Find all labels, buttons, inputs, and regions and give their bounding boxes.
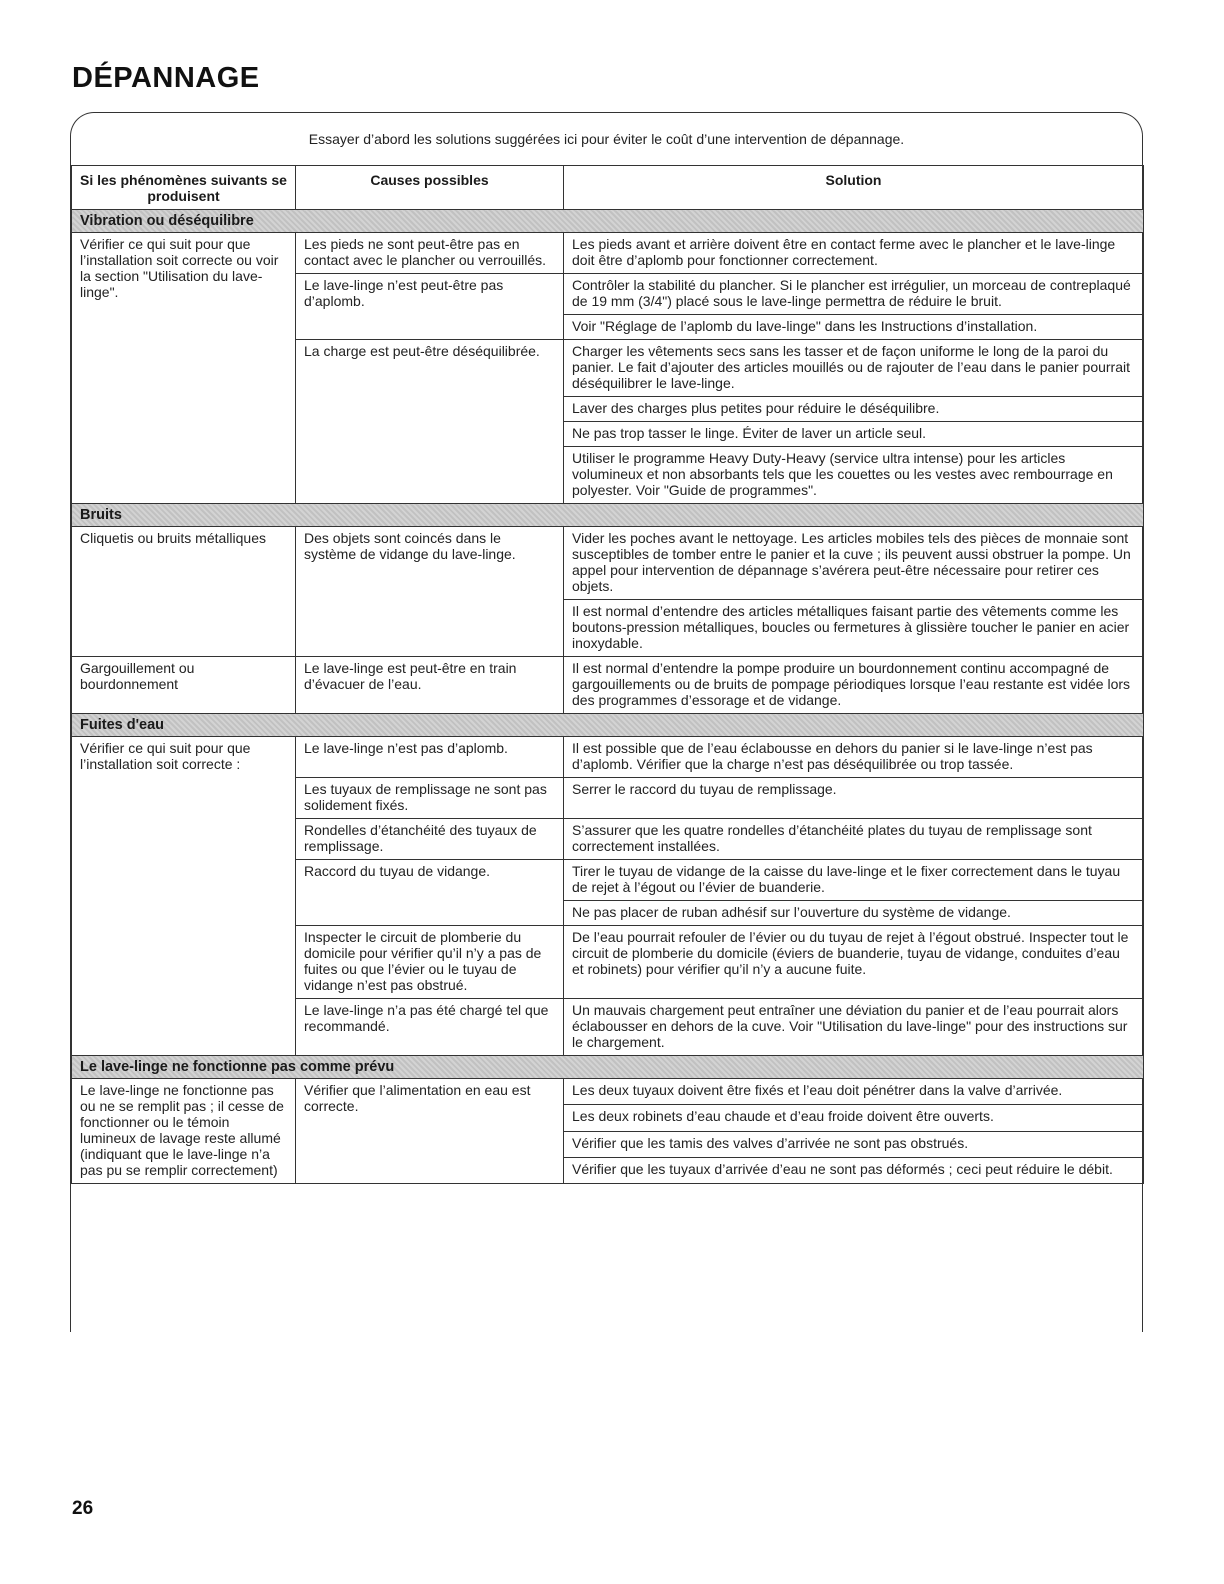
solution-cell: Laver des charges plus petites pour réduire le déséquilibre. (564, 397, 1144, 422)
table-row (72, 1079, 1144, 1105)
intro-text: Essayer d’abord les solutions suggérées ici pour éviter le coût d’une intervention de dépannage. (308, 131, 905, 147)
symptom-cell: Vérifier ce qui suit pour que l’installation soit correcte ou voir la section "Utilisation du lave-linge". (72, 233, 296, 504)
section-title: Vibration ou déséquilibre (72, 210, 1144, 233)
solution-cell: Les deux robinets d’eau chaude et d’eau froide doivent être ouverts. (564, 1105, 1144, 1131)
cause-cell: Les tuyaux de remplissage ne sont pas solidement fixés. (296, 778, 564, 819)
solution-cell: S’assurer que les quatre rondelles d’étanchéité plates du tuyau de remplissage sont correctement installées. (564, 819, 1144, 860)
solution-cell: Les pieds avant et arrière doivent être en contact ferme avec le plancher et le lave-linge doit être d’aplomb pour fonctionner correctement. (564, 233, 1144, 274)
cause-cell: Raccord du tuyau de vidange. (296, 860, 564, 926)
cause-cell: Rondelles d’étanchéité des tuyaux de remplissage. (296, 819, 564, 860)
solution-cell: Charger les vêtements secs sans les tasser et de façon uniforme le long de la paroi du panier. Le fait d’ajouter des articles mouillés ou de rajouter de l’eau dans le panier pourrait déséquilibrer le lave-linge. (564, 340, 1144, 397)
cause-cell: Le lave-linge est peut-être en train d’évacuer de l’eau. (296, 657, 564, 714)
symptom-cell: Cliquetis ou bruits métalliques (72, 527, 296, 657)
solution-cell: Il est normal d’entendre la pompe produire un bourdonnement continu accompagné de gargouillements ou de bruits de pompage périodiques lorsque l’eau restante est vidée lors des programmes d’essorage et de vidange. (564, 657, 1144, 714)
cause-cell: Le lave-linge n’est pas d’aplomb. (296, 737, 564, 778)
cause-cell: Inspecter le circuit de plomberie du domicile pour vérifier qu’il n’y a pas de fuites ou que l’évier ou le tuyau de vidange n’est pas obstrué. (296, 926, 564, 999)
section-header-row (72, 714, 1144, 737)
page-number: 26 (72, 1498, 94, 1519)
section-title: Le lave-linge ne fonctionne pas comme prévu (72, 1056, 1144, 1079)
solution-cell: Tirer le tuyau de vidange de la caisse du lave-linge et le fixer correctement dans le tuyau de rejet à l’égout ou l’évier de buanderie. (564, 860, 1144, 901)
table-row (72, 527, 1144, 600)
solution-cell: Contrôler la stabilité du plancher. Si le plancher est irrégulier, un morceau de contreplaqué de 19 mm (3/4") placé sous le lave-linge permettra de réduire le bruit. (564, 274, 1144, 315)
cause-cell: La charge est peut-être déséquilibrée. (296, 340, 564, 504)
troubleshooting-table (71, 165, 1144, 1184)
solution-cell: Serrer le raccord du tuyau de remplissage. (564, 778, 1144, 819)
section-title: Bruits (72, 504, 1144, 527)
table-header-row (72, 166, 1144, 210)
solution-cell: Un mauvais chargement peut entraîner une déviation du panier et de l’eau pourrait alors éclabousser en dehors de la cuve. Voir "Utilisation du lave-linge" pour des instructions sur le chargement. (564, 999, 1144, 1056)
symptom-cell: Gargouillement ou bourdonnement (72, 657, 296, 714)
solution-cell: Ne pas trop tasser le linge. Éviter de laver un article seul. (564, 422, 1144, 447)
solution-cell: Vérifier que les tamis des valves d’arrivée ne sont pas obstrués. (564, 1131, 1144, 1157)
solution-cell: Les deux tuyaux doivent être fixés et l’eau doit pénétrer dans la valve d’arrivée. (564, 1079, 1144, 1105)
section-title: Fuites d'eau (72, 714, 1144, 737)
column-header-symptoms: Si les phénomènes suivants se produisent (72, 166, 296, 210)
section-header-row (72, 1056, 1144, 1079)
cause-cell: Des objets sont coincés dans le système de vidange du lave-linge. (296, 527, 564, 657)
cause-cell: Vérifier que l’alimentation en eau est correcte. (296, 1079, 564, 1184)
table-row (72, 233, 1144, 274)
cause-cell: Les pieds ne sont peut-être pas en contact avec le plancher ou verrouillés. (296, 233, 564, 274)
solution-cell: Utiliser le programme Heavy Duty-Heavy (service ultra intense) pour les articles volumineux et non absorbants tels que les couettes ou les vestes avec rembourrage en polyester. Voir "Guide de programmes". (564, 447, 1144, 504)
solution-cell: Voir "Réglage de l’aplomb du lave-linge" dans les Instructions d’installation. (564, 315, 1144, 340)
section-header-row (72, 210, 1144, 233)
table-row (72, 737, 1144, 778)
solution-cell: Il est normal d’entendre des articles métalliques faisant partie des vêtements comme les boutons-pression métalliques, boucles ou fermetures à glissière toucher le panier en acier inoxydable. (564, 600, 1144, 657)
solution-cell: Vérifier que les tuyaux d’arrivée d’eau ne sont pas déformés ; ceci peut réduire le débit. (564, 1157, 1144, 1183)
section-header-row (72, 504, 1144, 527)
solution-cell: Vider les poches avant le nettoyage. Les articles mobiles tels des pièces de monnaie sont susceptibles de tomber entre le panier et la cuve ; ils peuvent aussi obstruer la pompe. Un appel pour intervention de dépannage s’avérera peut-être nécessaire pour retirer ces objets. (564, 527, 1144, 600)
column-header-causes: Causes possibles (296, 166, 564, 210)
column-header-solution: Solution (564, 166, 1144, 210)
table-row (72, 657, 1144, 714)
symptom-cell: Vérifier ce qui suit pour que l’installation soit correcte : (72, 737, 296, 1056)
cause-cell: Le lave-linge n’a pas été chargé tel que recommandé. (296, 999, 564, 1056)
page-title: DÉPANNAGE (72, 62, 260, 94)
solution-cell: De l’eau pourrait refouler de l’évier ou du tuyau de rejet à l’égout obstrué. Inspecter tout le circuit de plomberie du domicile (éviers de buanderie, tuyau de vidange, conduites d’eau et robinets) pour vérifier qu’il n’y a aucune fuite. (564, 926, 1144, 999)
solution-cell: Il est possible que de l’eau éclabousse en dehors du panier si le lave-linge n’est pas d’aplomb. Vérifier que la charge n’est pas déséquilibrée ou trop tassée. (564, 737, 1144, 778)
cause-cell: Le lave-linge n’est peut-être pas d’aplomb. (296, 274, 564, 340)
symptom-cell: Le lave-linge ne fonctionne pas ou ne se remplit pas ; il cesse de fonctionner ou le témoin lumineux de lavage reste allumé (indiquant que le lave-linge n’a pas pu se remplir correctement) (72, 1079, 296, 1184)
solution-cell: Ne pas placer de ruban adhésif sur l’ouverture du système de vidange. (564, 901, 1144, 926)
